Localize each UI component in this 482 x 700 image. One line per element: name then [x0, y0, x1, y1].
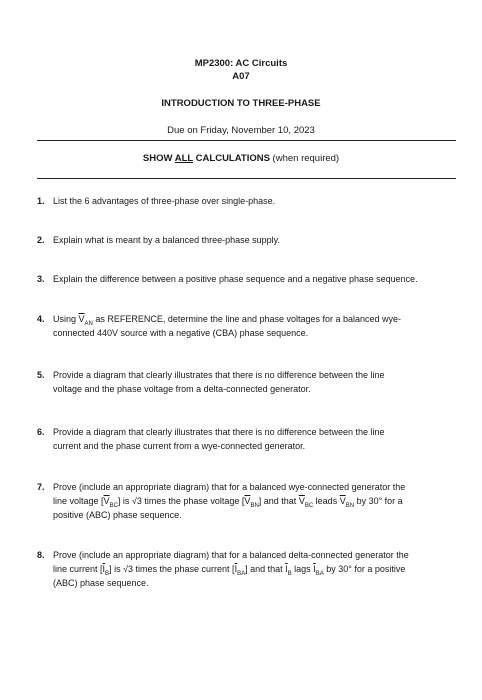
- question-line: Provide a diagram that clearly illustrates that there is no difference between the line: [53, 427, 385, 437]
- phasor-subscript: BC: [304, 502, 314, 509]
- phasor-subscript: BN: [250, 502, 259, 509]
- question-text: Explain the difference between a positive phase sequence and a negative phase sequence.: [53, 274, 418, 284]
- question-line: Prove (include an appropriate diagram) that for a balanced wye-connected generator the: [53, 482, 406, 492]
- phasor-symbol: $\overline{I}$: [234, 564, 238, 574]
- phasor-symbol: $\overline{V}$: [103, 496, 110, 506]
- text-run: lags: [291, 564, 314, 574]
- question-text: [53, 480, 457, 522]
- phasor-subscript: B: [105, 570, 110, 577]
- question-number: 6.: [37, 427, 45, 437]
- text-run: as REFERENCE, determine the line and phase voltages for a balanced wye-: [92, 314, 402, 324]
- question-number: 5.: [37, 370, 45, 380]
- phasor-symbol: $\overline{I}$: [285, 564, 288, 574]
- question-line: Provide a diagram that clearly illustrates that there is no difference between the line: [53, 370, 385, 380]
- text-run: line current [: [53, 564, 103, 574]
- instruction-main: CALCULATIONS: [193, 153, 270, 164]
- bottom-divider: [37, 178, 456, 179]
- assignment-title: INTRODUCTION TO THREE-PHASE: [161, 98, 321, 109]
- text-run: line voltage [: [53, 496, 104, 506]
- question-text: Explain what is meant by a balanced three-phase supply.: [53, 235, 280, 245]
- phasor-symbol: $\overline{V}$: [339, 496, 346, 506]
- question-number: 2.: [37, 235, 45, 245]
- question-number: 3.: [37, 274, 45, 284]
- course-title: MP2300: AC Circuits: [194, 58, 288, 69]
- text-run: by 30° for a: [354, 496, 403, 506]
- text-run: ] is √3 times the phase voltage [: [117, 496, 245, 506]
- question-text: [53, 312, 457, 340]
- text-run: ] and that: [258, 496, 299, 506]
- question-text: [53, 368, 457, 396]
- phasor-subscript: BC: [109, 502, 118, 509]
- question-line: (ABC) phase sequence.: [53, 578, 149, 588]
- assignment-number: A07: [232, 71, 250, 82]
- phasor-symbol: $\overline{V}$: [298, 496, 305, 506]
- text-run: ] is √3 times the phase current [: [109, 564, 235, 574]
- phasor-subscript: BN: [345, 502, 355, 509]
- text-run: by 30° for a positive: [323, 564, 406, 574]
- phasor-symbol: $\overline{V}$: [244, 496, 251, 506]
- question-line: positive (ABC) phase sequence.: [53, 510, 182, 520]
- text-run: ] and that: [245, 564, 286, 574]
- phasor-subscript: B: [287, 570, 292, 577]
- phasor-subscript: BA: [237, 570, 246, 577]
- phasor-symbol: $\overline{I}$: [102, 564, 106, 574]
- question-line: [53, 562, 457, 576]
- instruction-prefix: SHOW: [142, 153, 175, 164]
- question-line: [53, 494, 457, 508]
- question-number: 4.: [37, 314, 45, 324]
- phasor-symbol: $\overline{I}$: [313, 564, 316, 574]
- question-text: List the 6 advantages of three-phase over single-phase.: [53, 196, 276, 206]
- phasor-symbol: $\overline{V}$: [78, 314, 85, 324]
- question-line: [53, 312, 457, 326]
- question-line: Prove (include an appropriate diagram) that for a balanced delta-connected generator the: [53, 550, 409, 560]
- question-line: current and the phase current from a wye-connected generator.: [53, 441, 306, 451]
- instruction-line: [0, 153, 482, 165]
- top-divider: [37, 140, 456, 141]
- question-text: [53, 548, 457, 590]
- question-line: voltage and the phase voltage from a delta-connected generator.: [53, 384, 311, 394]
- due-date: Due on Friday, November 10, 2023: [167, 125, 315, 136]
- text-run: leads: [313, 496, 340, 506]
- phasor-subscript: BA: [315, 570, 324, 577]
- instruction-suffix: (when required): [269, 153, 340, 164]
- question-line: connected 440V source with a negative (CBA) phase sequence.: [53, 328, 309, 338]
- instruction-emphasis: ALL: [174, 153, 194, 164]
- question-text: [53, 425, 457, 453]
- phasor-subscript: AN: [84, 320, 93, 327]
- question-number: 1.: [37, 196, 45, 206]
- question-number: 7.: [37, 482, 45, 492]
- text-run: Using: [53, 314, 79, 324]
- question-number: 8.: [37, 550, 45, 560]
